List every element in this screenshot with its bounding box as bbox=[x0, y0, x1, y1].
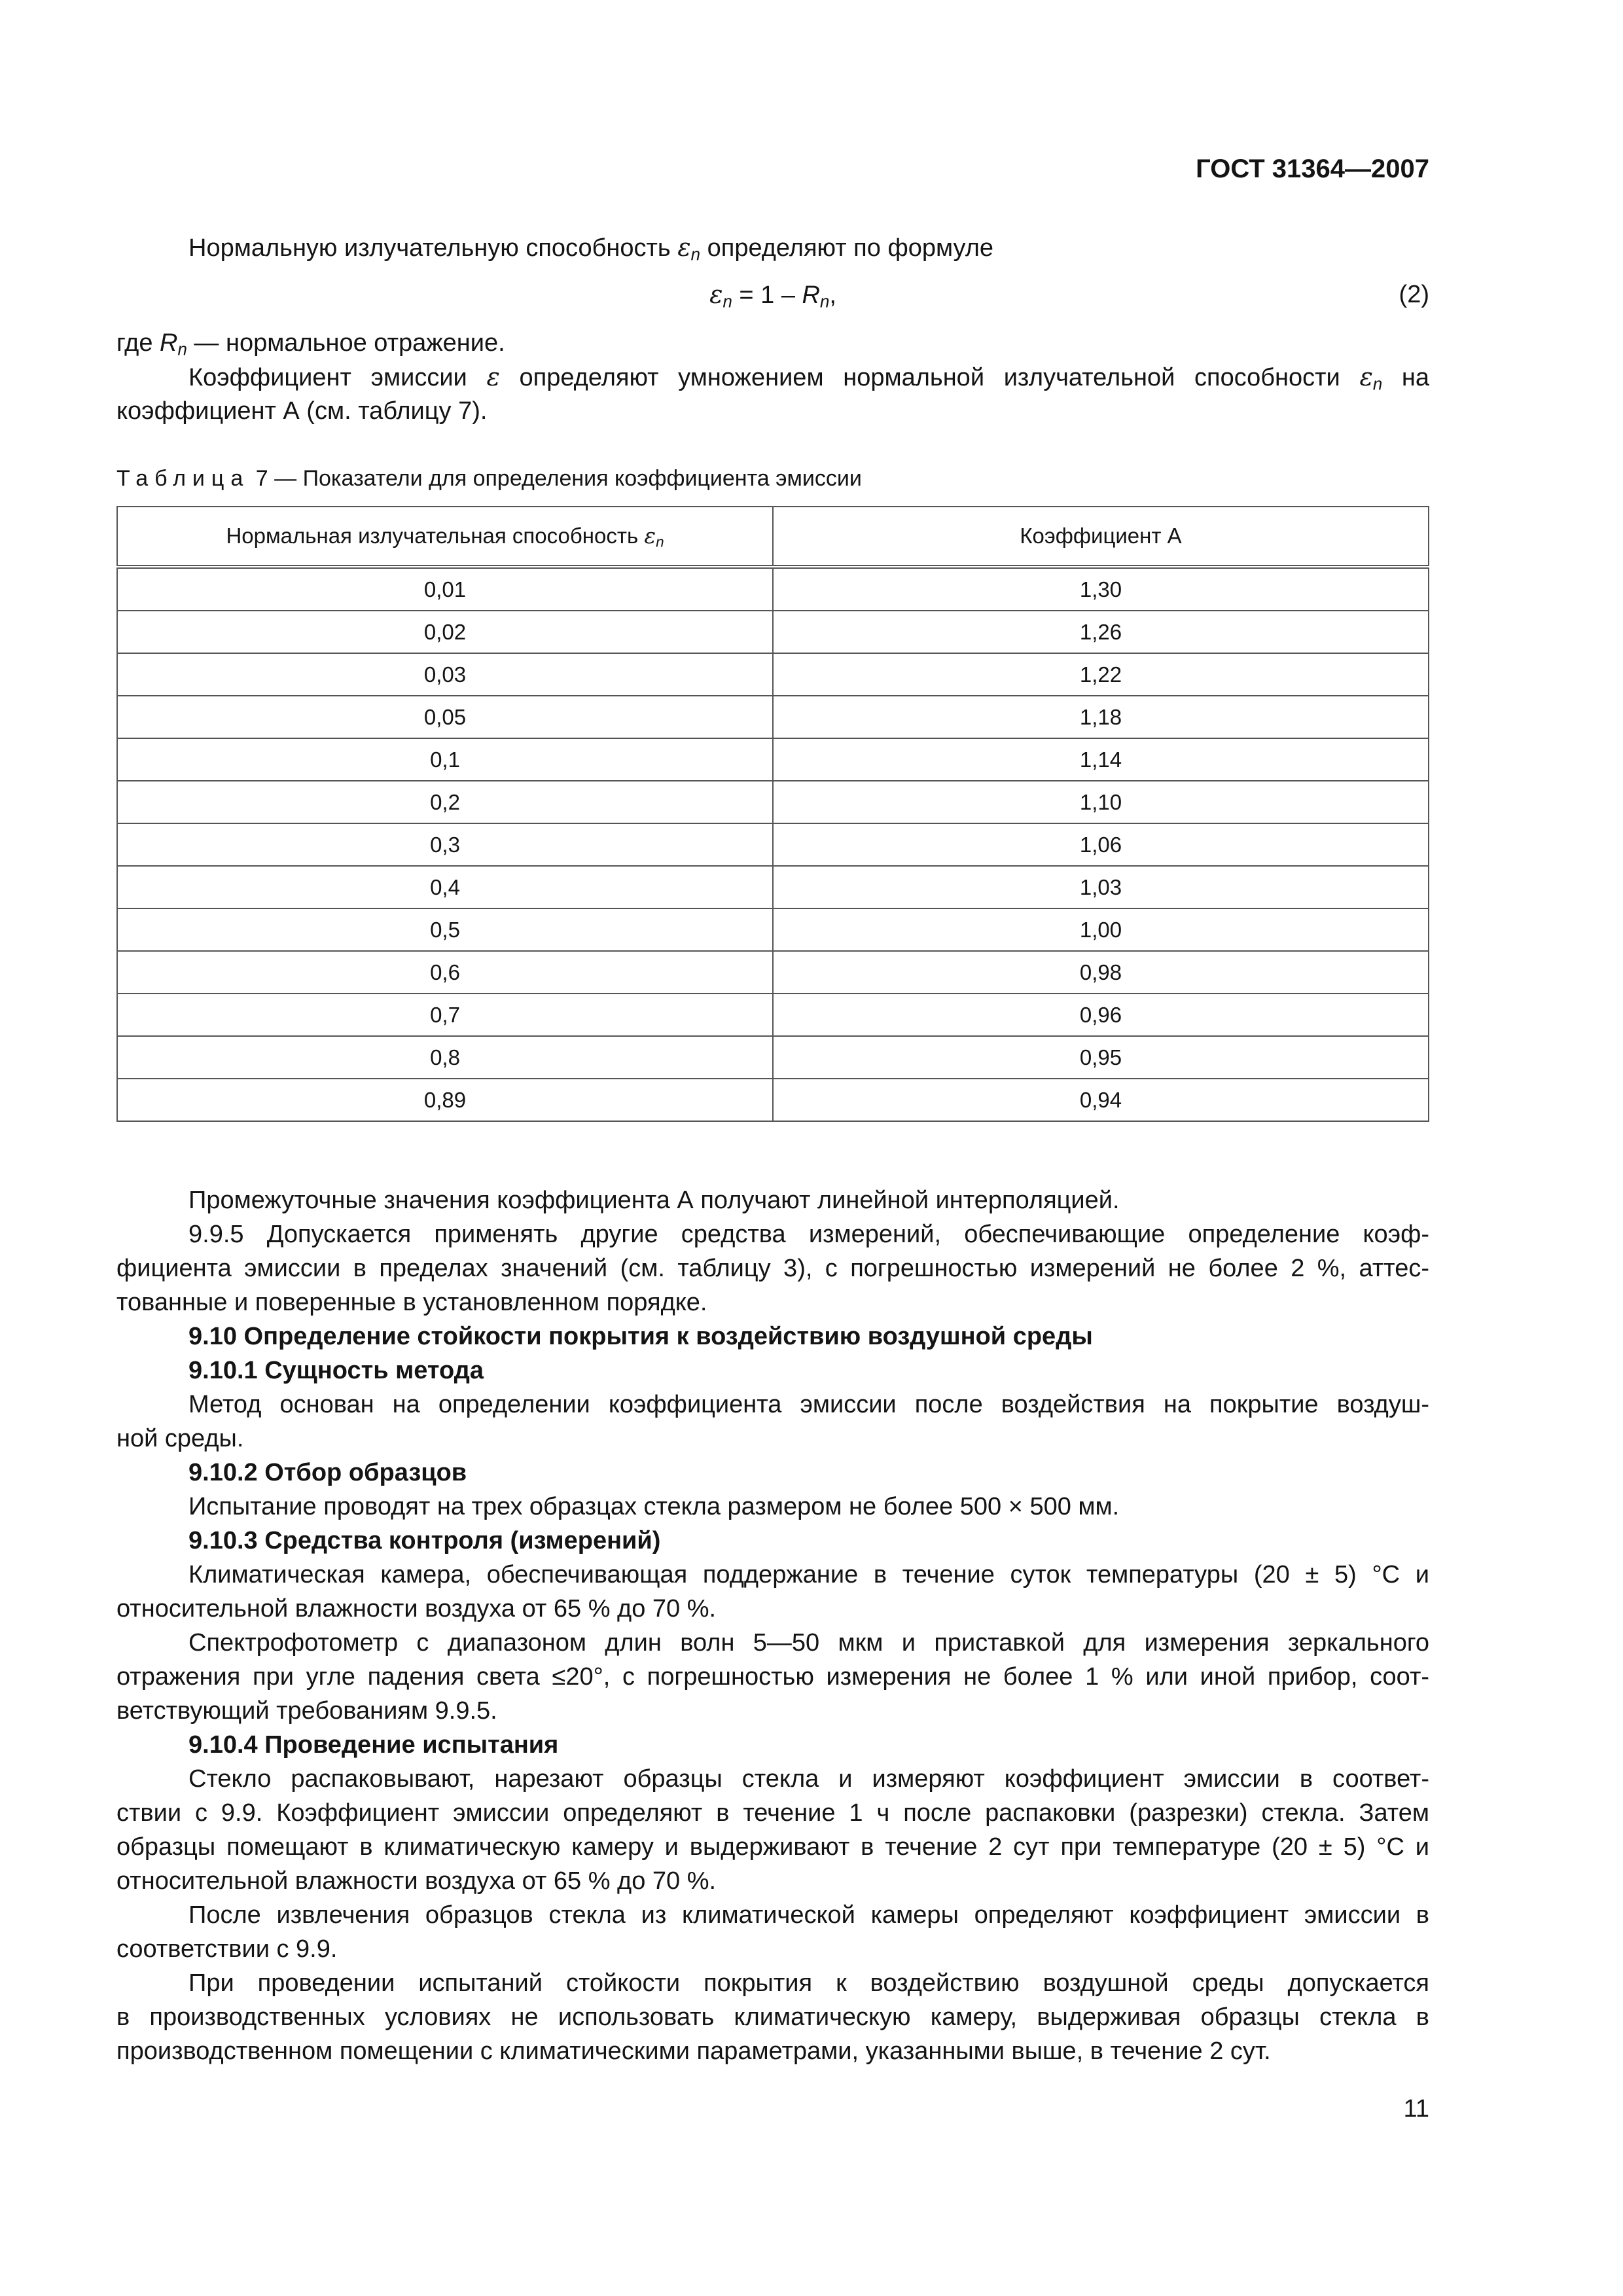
table-row bbox=[117, 951, 1429, 994]
table-row bbox=[117, 611, 1429, 653]
cell-coefficient: 0,96 bbox=[773, 994, 1429, 1036]
cell-emissivity: 0,3 bbox=[117, 823, 773, 866]
heading-9-10-3: 9.10.3 Средства контроля (измерений) bbox=[188, 1527, 661, 1554]
cell-coefficient: 1,10 bbox=[773, 781, 1429, 823]
cell-coefficient: 0,94 bbox=[773, 1079, 1429, 1121]
clause-9-10-1-line1: Метод основан на определении коэффициента эмиссии после воздействия на покрытие воздуш- bbox=[188, 1391, 1429, 1418]
clause-9-10-4c-line3: производственном помещении с климатическими параметрами, указанными выше, в течение 2 сут. bbox=[116, 2037, 1271, 2065]
clause-9-10-3a-line1: Климатическая камера, обеспечивающая поддержание в течение суток температуры (20 ± 5) °С и bbox=[188, 1561, 1429, 1588]
table-row bbox=[117, 994, 1429, 1036]
page-number: 11 bbox=[1403, 2095, 1429, 2123]
clause-9-9-5-line1: 9.9.5 Допускается применять другие средства измерений, обеспечивающие определение коэф- bbox=[188, 1221, 1429, 1248]
cell-emissivity: 0,89 bbox=[117, 1079, 773, 1121]
table-row bbox=[117, 1079, 1429, 1121]
cell-emissivity: 0,2 bbox=[117, 781, 773, 823]
standard-code: ГОСТ 31364—2007 bbox=[1196, 154, 1429, 183]
clause-9-10-3b-line1: Спектрофотометр с диапазоном длин волн 5—50 мкм и приставкой для измерения зеркального bbox=[188, 1629, 1429, 1657]
where-clause: где $R_n$ — нормальное отражение. bbox=[116, 329, 505, 359]
clause-9-10-1-line2: ной среды. bbox=[116, 1425, 244, 1452]
table-caption: Таблица 7 — Показатели для определения коэффициента эмиссии bbox=[116, 466, 862, 491]
formula-2: $\varepsilon_n = 1 - R_n$, (2) bbox=[116, 278, 1429, 312]
cell-emissivity: 0,7 bbox=[117, 994, 773, 1036]
cell-coefficient: 0,98 bbox=[773, 951, 1429, 994]
cell-coefficient: 1,00 bbox=[773, 908, 1429, 951]
clause-9-9-5-line2: фициента эмиссии в пределах значений (см. таблицу 3), с погрешностью измерений не более 2 %, аттес- bbox=[116, 1255, 1429, 1282]
table-row bbox=[117, 696, 1429, 738]
heading-9-10-2: 9.10.2 Отбор образцов bbox=[188, 1459, 467, 1486]
clause-9-10-4a-line4: относительной влажности воздуха от 65 % до 70 %. bbox=[116, 1867, 717, 1895]
column-header-coefficient-a: Коэффициент А bbox=[773, 507, 1429, 567]
table-row bbox=[117, 738, 1429, 781]
cell-emissivity: 0,02 bbox=[117, 611, 773, 653]
cell-coefficient: 1,03 bbox=[773, 866, 1429, 908]
clause-9-10-2: Испытание проводят на трех образцах стекла размером не более 500 × 500 мм. bbox=[188, 1493, 1120, 1520]
cell-emissivity: 0,01 bbox=[117, 567, 773, 611]
formula-number: (2) bbox=[1399, 281, 1429, 308]
table-7 bbox=[116, 506, 1429, 1122]
cell-coefficient: 1,26 bbox=[773, 611, 1429, 653]
cell-coefficient: 1,18 bbox=[773, 696, 1429, 738]
table-row bbox=[117, 567, 1429, 611]
heading-9-10: 9.10 Определение стойкости покрытия к воздействию воздушной среды bbox=[188, 1323, 1093, 1350]
table-header-row bbox=[117, 507, 1429, 567]
cell-coefficient: 1,22 bbox=[773, 653, 1429, 696]
cell-emissivity: 0,6 bbox=[117, 951, 773, 994]
cell-coefficient: 1,06 bbox=[773, 823, 1429, 866]
clause-9-10-4c-line1: При проведении испытаний стойкости покрытия к воздействию воздушной среды допускается bbox=[188, 1969, 1429, 1997]
coef-paragraph-line1: Коэффициент эмиссии ε определяют умножением нормальной излучательной способности $\varepsilon_n$ на bbox=[188, 363, 1430, 394]
formula-intro: Нормальную излучательную способность $\varepsilon_n$ определяют по формуле bbox=[188, 233, 993, 264]
table-row bbox=[117, 866, 1429, 908]
table-row bbox=[117, 823, 1429, 866]
clause-9-10-3b-line2: отражения при угле падения света ≤20°, с погрешностью измерения не более 1 % или иной прибор, соот- bbox=[116, 1663, 1429, 1691]
interpolation-paragraph: Промежуточные значения коэффициента А получают линейной интерполяцией. bbox=[188, 1187, 1120, 1214]
clause-9-10-4b-line2: соответствии с 9.9. bbox=[116, 1935, 338, 1963]
table-row bbox=[117, 781, 1429, 823]
heading-9-10-1: 9.10.1 Сущность метода bbox=[188, 1357, 484, 1384]
clause-9-10-4a-line2: ствии с 9.9. Коэффициент эмиссии определяют в течение 1 ч после распаковки (разрезки) стекла. Затем bbox=[116, 1799, 1429, 1827]
clause-9-10-3a-line2: относительной влажности воздуха от 65 % до 70 %. bbox=[116, 1595, 717, 1623]
cell-emissivity: 0,1 bbox=[117, 738, 773, 781]
table-row bbox=[117, 653, 1429, 696]
clause-9-9-5-line3: тованные и поверенные в установленном порядке. bbox=[116, 1289, 707, 1316]
clause-9-10-3b-line3: ветствующий требованиям 9.9.5. bbox=[116, 1697, 497, 1725]
cell-emissivity: 0,05 bbox=[117, 696, 773, 738]
clause-9-10-4a-line3: образцы помещают в климатическую камеру и выдерживают в течение 2 сут при температуре (20 ± 5) °С и bbox=[116, 1833, 1429, 1861]
coef-paragraph-line2: коэффициент А (см. таблицу 7). bbox=[116, 397, 488, 425]
heading-9-10-4: 9.10.4 Проведение испытания bbox=[188, 1731, 559, 1759]
cell-coefficient: 0,95 bbox=[773, 1036, 1429, 1079]
table-row bbox=[117, 1036, 1429, 1079]
clause-9-10-4b-line1: После извлечения образцов стекла из климатической камеры определяют коэффициент эмиссии в bbox=[188, 1901, 1429, 1929]
cell-emissivity: 0,03 bbox=[117, 653, 773, 696]
cell-emissivity: 0,8 bbox=[117, 1036, 773, 1079]
cell-coefficient: 1,30 bbox=[773, 567, 1429, 611]
cell-coefficient: 1,14 bbox=[773, 738, 1429, 781]
clause-9-10-4c-line2: в производственных условиях не использовать климатическую камеру, выдерживая образцы стекла в bbox=[116, 2003, 1429, 2031]
clause-9-10-4a-line1: Стекло распаковывают, нарезают образцы стекла и измеряют коэффициент эмиссии в соответ- bbox=[188, 1765, 1429, 1793]
cell-emissivity: 0,4 bbox=[117, 866, 773, 908]
column-header-emissivity: Нормальная излучательная способность $\varepsilon_n$ bbox=[117, 507, 773, 567]
table-row bbox=[117, 908, 1429, 951]
cell-emissivity: 0,5 bbox=[117, 908, 773, 951]
